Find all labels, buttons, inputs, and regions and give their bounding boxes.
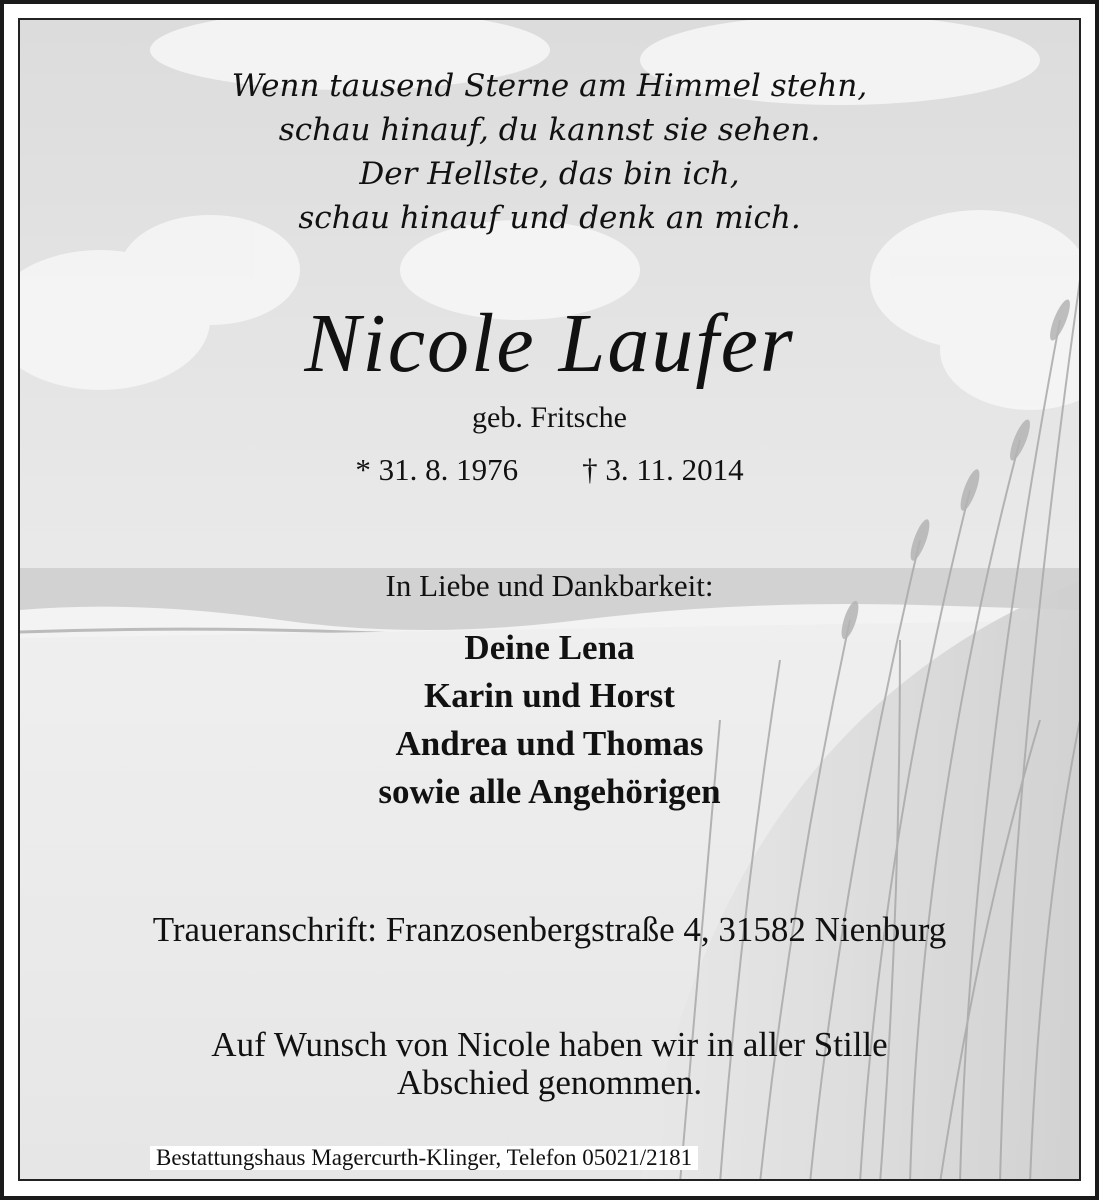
thanks-line: In Liebe und Dankbarkeit: — [385, 568, 714, 603]
notice-text — [20, 20, 1079, 1179]
life-dates — [20, 450, 1079, 490]
funeral-home-footer: Bestattungshaus Magercurth-Klinger, Telefon 05021/2181 — [150, 1146, 698, 1170]
poem-line: Wenn tausend Sterne am Himmel stehn, — [231, 68, 868, 104]
mourner-name: Andrea und Thomas — [395, 724, 704, 763]
death-date: † 3. 11. 2014 — [582, 452, 744, 487]
maiden-name: geb. Fritsche — [472, 401, 627, 434]
deceased-name: Nicole Laufer — [304, 297, 795, 390]
birth-date: * 31. 8. 1976 — [355, 452, 519, 487]
mourner-name: Deine Lena — [464, 628, 635, 667]
poem-line: schau hinauf, du kannst sie sehen. — [278, 112, 821, 148]
farewell-note — [20, 1026, 1079, 1102]
mourning-address: Traueranschrift: Franzosenbergstraße 4, 31582 Nienburg — [152, 910, 947, 949]
mourners-list — [20, 624, 1079, 816]
notice-inner-frame — [18, 18, 1081, 1181]
farewell-line: Abschied genommen. — [396, 1063, 703, 1102]
poem-line: schau hinauf und denk an mich. — [298, 200, 801, 236]
mourner-name: Karin und Horst — [424, 676, 675, 715]
memorial-poem — [20, 64, 1079, 240]
farewell-line: Auf Wunsch von Nicole haben wir in aller Stille — [211, 1025, 888, 1064]
poem-line: Der Hellste, das bin ich, — [359, 156, 740, 192]
mourner-name: sowie alle Angehörigen — [378, 772, 721, 811]
